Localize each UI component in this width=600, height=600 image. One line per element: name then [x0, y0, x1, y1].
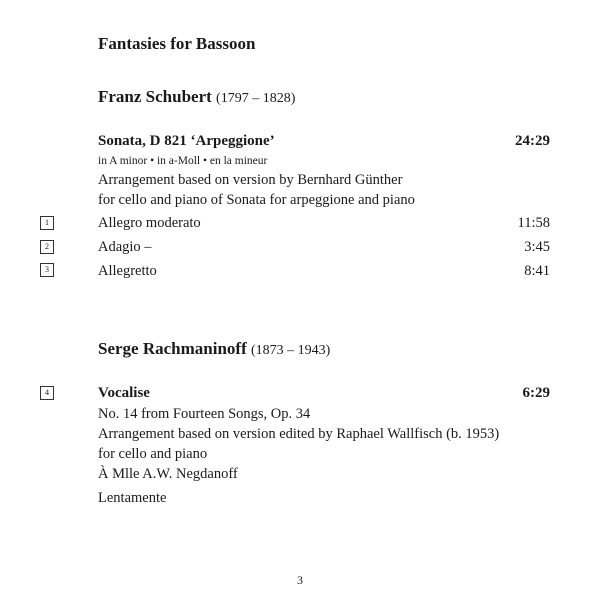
work-note: À Mlle A.W. Negdanoff: [98, 466, 238, 482]
work-note: for cello and piano of Sonata for arpeggione and piano: [98, 192, 415, 208]
track-number: 3: [40, 263, 54, 277]
work-duration: 24:29: [515, 133, 550, 149]
work-duration: 6:29: [522, 385, 550, 401]
work-note: Arrangement based on version by Bernhard Günther: [98, 172, 403, 188]
composer-dates: (1797 – 1828): [216, 91, 296, 106]
track-number: 2: [40, 240, 54, 254]
composer-heading: [98, 339, 330, 359]
movement-duration: 11:58: [517, 215, 550, 231]
track-number: 1: [40, 216, 54, 230]
composer-name: Franz Schubert: [98, 87, 212, 106]
composer-name: Serge Rachmaninoff: [98, 339, 247, 358]
work-key: in A minor • in a-Moll • en la mineur: [98, 155, 268, 167]
composer-heading: [98, 87, 295, 107]
work-title: Sonata, D 821 ‘Arpeggione’: [98, 133, 275, 149]
composer-dates: (1873 – 1943): [250, 343, 331, 358]
work-title: Vocalise: [98, 385, 150, 401]
page-number: 3: [297, 573, 303, 587]
work-note: for cello and piano: [98, 446, 208, 462]
movement-title: Adagio –: [98, 239, 152, 255]
movement-duration: 3:45: [524, 239, 550, 255]
work-note: No. 14 from Fourteen Songs, Op. 34: [98, 406, 311, 422]
movement-title: Allegro moderato: [98, 215, 201, 231]
track-number: 4: [40, 386, 54, 400]
tempo-marking: Lentamente: [98, 490, 167, 506]
album-title: Fantasies for Bassoon: [98, 34, 256, 53]
movement-title: Allegretto: [98, 263, 157, 279]
movement-duration: 8:41: [524, 263, 550, 279]
work-note: Arrangement based on version edited by Raphael Wallfisch (b. 1953): [98, 426, 500, 442]
